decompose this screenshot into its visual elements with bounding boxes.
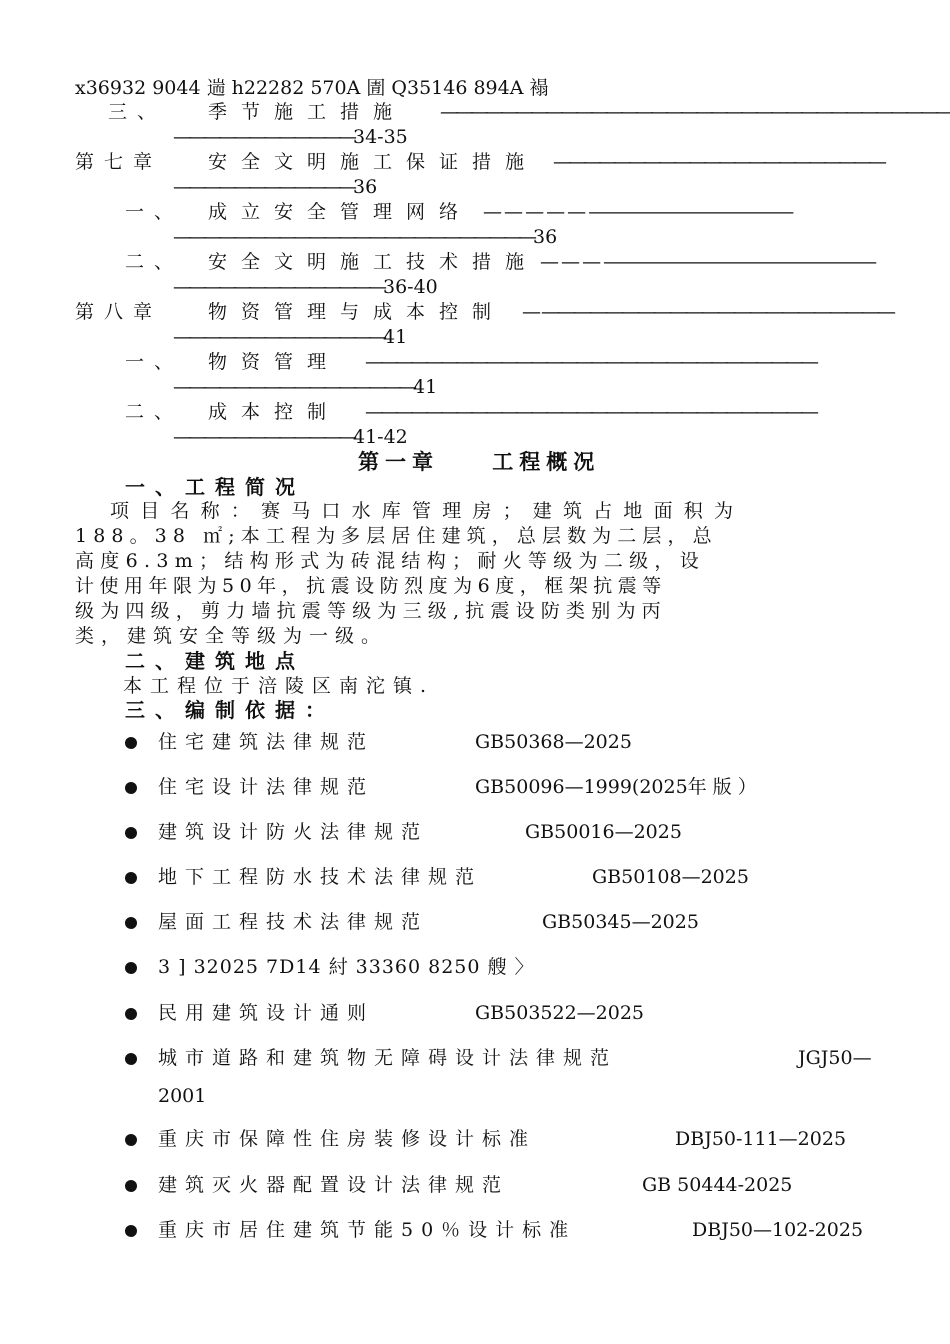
bullet-icon xyxy=(125,737,137,749)
toc-leader: —————————————————————————————— xyxy=(365,401,815,423)
toc-leader: — — — — — ———————————— xyxy=(483,201,793,223)
toc-num: 一、 xyxy=(125,201,184,223)
standard-name: 重庆市居住建筑节能50％设计标准 xyxy=(158,1219,577,1241)
toc-leader: — —————————————————————— xyxy=(522,301,894,323)
bullet-icon xyxy=(125,782,137,794)
toc-title: 安全文明施工保证措施 xyxy=(208,151,539,173)
toc-num: 一、 xyxy=(125,351,184,373)
toc-page: 41-42 xyxy=(353,426,408,448)
bullet-icon xyxy=(125,1180,137,1192)
standard-name: 住宅设计法律规范 xyxy=(158,776,375,798)
standard-name: 建筑灭火器配置设计法律规范 xyxy=(158,1174,510,1196)
list-item xyxy=(158,1219,576,1241)
toc-leader-part: ———————————————————————— xyxy=(173,226,533,248)
standard-code: JGJ50— xyxy=(798,1047,872,1069)
toc-leader-part: ———————————— xyxy=(173,176,353,198)
toc-leader-part: —————————————— xyxy=(173,276,383,298)
standard-code: DBJ50-111—2025 xyxy=(675,1128,847,1150)
standard-code-cont: 2001 xyxy=(158,1085,207,1107)
list-item xyxy=(158,1128,536,1150)
toc-title: 成本控制 xyxy=(208,401,341,423)
toc-leader-part: ———————————— xyxy=(173,126,353,148)
toc-leader: —————————————————————— xyxy=(553,151,883,173)
toc-page: 41 xyxy=(413,376,438,398)
toc-num: 二、 xyxy=(125,401,184,423)
standard-code: GB50345—2025 xyxy=(542,911,699,933)
paragraph-line: 本工程位于涪陵区南沱镇. xyxy=(123,675,435,697)
chapter-heading: 第一章 工程概况 xyxy=(358,449,601,474)
standard-name: 民用建筑设计通则 xyxy=(158,1002,375,1024)
toc-title: 成立安全管理网络 xyxy=(208,201,473,223)
standard-name: 屋面工程技术法律规范 xyxy=(158,911,429,933)
standard-name: 城市道路和建筑物无障碍设计法律规范 xyxy=(158,1047,618,1069)
bullet-icon xyxy=(125,1008,137,1020)
toc-leader xyxy=(173,376,437,398)
list-item: 3 ] 32025 7D14 紂 33360 8250 艘 〉 xyxy=(158,956,535,978)
paragraph-line: 级为四级，剪力墙抗震等级为三级,抗震设防类别为丙 xyxy=(75,600,667,622)
paragraph-line: 188。38 ㎡;本工程为多层居住建筑，总层数为二层，总 xyxy=(75,525,718,547)
bullet-icon xyxy=(125,917,137,929)
list-item xyxy=(158,821,428,843)
toc-title: 安全文明施工技术措施 xyxy=(208,251,539,273)
toc-leader-part: ———————————— xyxy=(173,426,353,448)
toc-leader: — — — ———————————————— xyxy=(540,251,876,273)
toc-title: 物资管理与成本控制 xyxy=(208,301,506,323)
list-item xyxy=(158,1002,374,1024)
standard-name: 重庆市保障性住房装修设计标准 xyxy=(158,1128,537,1150)
bullet-icon xyxy=(125,1225,137,1237)
toc-num: 第七章 xyxy=(75,151,163,173)
standard-code: GB50368—2025 xyxy=(475,731,632,753)
toc-page: 36 xyxy=(533,226,558,248)
toc-page: 34-35 xyxy=(353,126,408,148)
bullet-icon xyxy=(125,1053,137,1065)
toc-page: 36-40 xyxy=(383,276,438,298)
bullet-icon xyxy=(125,962,137,974)
toc-title: 物资管理 xyxy=(208,351,341,373)
toc-page: 36 xyxy=(353,176,378,198)
toc-leader xyxy=(173,226,557,248)
toc-num: 三、 xyxy=(108,101,167,123)
standard-name: 地下工程防水技术法律规范 xyxy=(158,866,483,888)
standard-name: 建筑设计防火法律规范 xyxy=(158,821,429,843)
list-item xyxy=(158,1174,509,1196)
bullet-icon xyxy=(125,827,137,839)
toc-leader-part: —————————————— xyxy=(173,326,383,348)
list-item xyxy=(158,731,374,753)
standard-code: GB 50444-2025 xyxy=(642,1174,793,1196)
toc-leader: —————————————————————————————— xyxy=(365,351,815,373)
bullet-icon xyxy=(125,872,137,884)
toc-title: 季节施工措施 xyxy=(208,101,407,123)
list-item xyxy=(158,1047,617,1069)
toc-leader xyxy=(173,276,438,298)
list-item xyxy=(158,911,428,933)
paragraph-line: 类，建筑安全等级为一级。 xyxy=(75,625,388,647)
toc-leader xyxy=(173,126,408,148)
bullet-icon xyxy=(125,1134,137,1146)
garbled-line: x36932 9044 遄 h22282 570A 圊 Q35146 894A 褟 xyxy=(75,77,549,99)
list-item xyxy=(158,866,482,888)
standard-code: GB503522—2025 xyxy=(475,1002,645,1024)
paragraph-line: 计使用年限为50年，抗震设防烈度为6度，框架抗震等 xyxy=(75,575,667,597)
toc-num: 二、 xyxy=(125,251,184,273)
section-title: 三、编制依据： xyxy=(125,698,335,722)
section-title: 一、工程简况 xyxy=(125,475,305,499)
toc-page: 41 xyxy=(383,326,408,348)
standard-code: GB50096—1999(2025年 版 ） xyxy=(475,776,757,798)
toc-leader xyxy=(173,326,407,348)
toc-leader xyxy=(173,176,377,198)
toc-num: 第八章 xyxy=(75,301,163,323)
standard-name: 住宅建筑法律规范 xyxy=(158,731,375,753)
section-title: 二、建筑地点 xyxy=(125,649,305,673)
paragraph-line: 项目名称：赛马口水库管理房；建筑占地面积为 xyxy=(110,500,745,522)
paragraph-line: 高度6.3m；结构形式为砖混结构；耐火等级为二级，设 xyxy=(75,550,706,572)
toc-leader xyxy=(173,426,408,448)
standard-code: GB50016—2025 xyxy=(525,821,682,843)
standard-code: DBJ50—102-2025 xyxy=(692,1219,864,1241)
toc-leader-part: ———————————————— xyxy=(173,376,413,398)
list-item xyxy=(158,776,374,798)
toc-leader: —————————————————————————————————— xyxy=(440,101,950,123)
standard-code: GB50108—2025 xyxy=(592,866,749,888)
